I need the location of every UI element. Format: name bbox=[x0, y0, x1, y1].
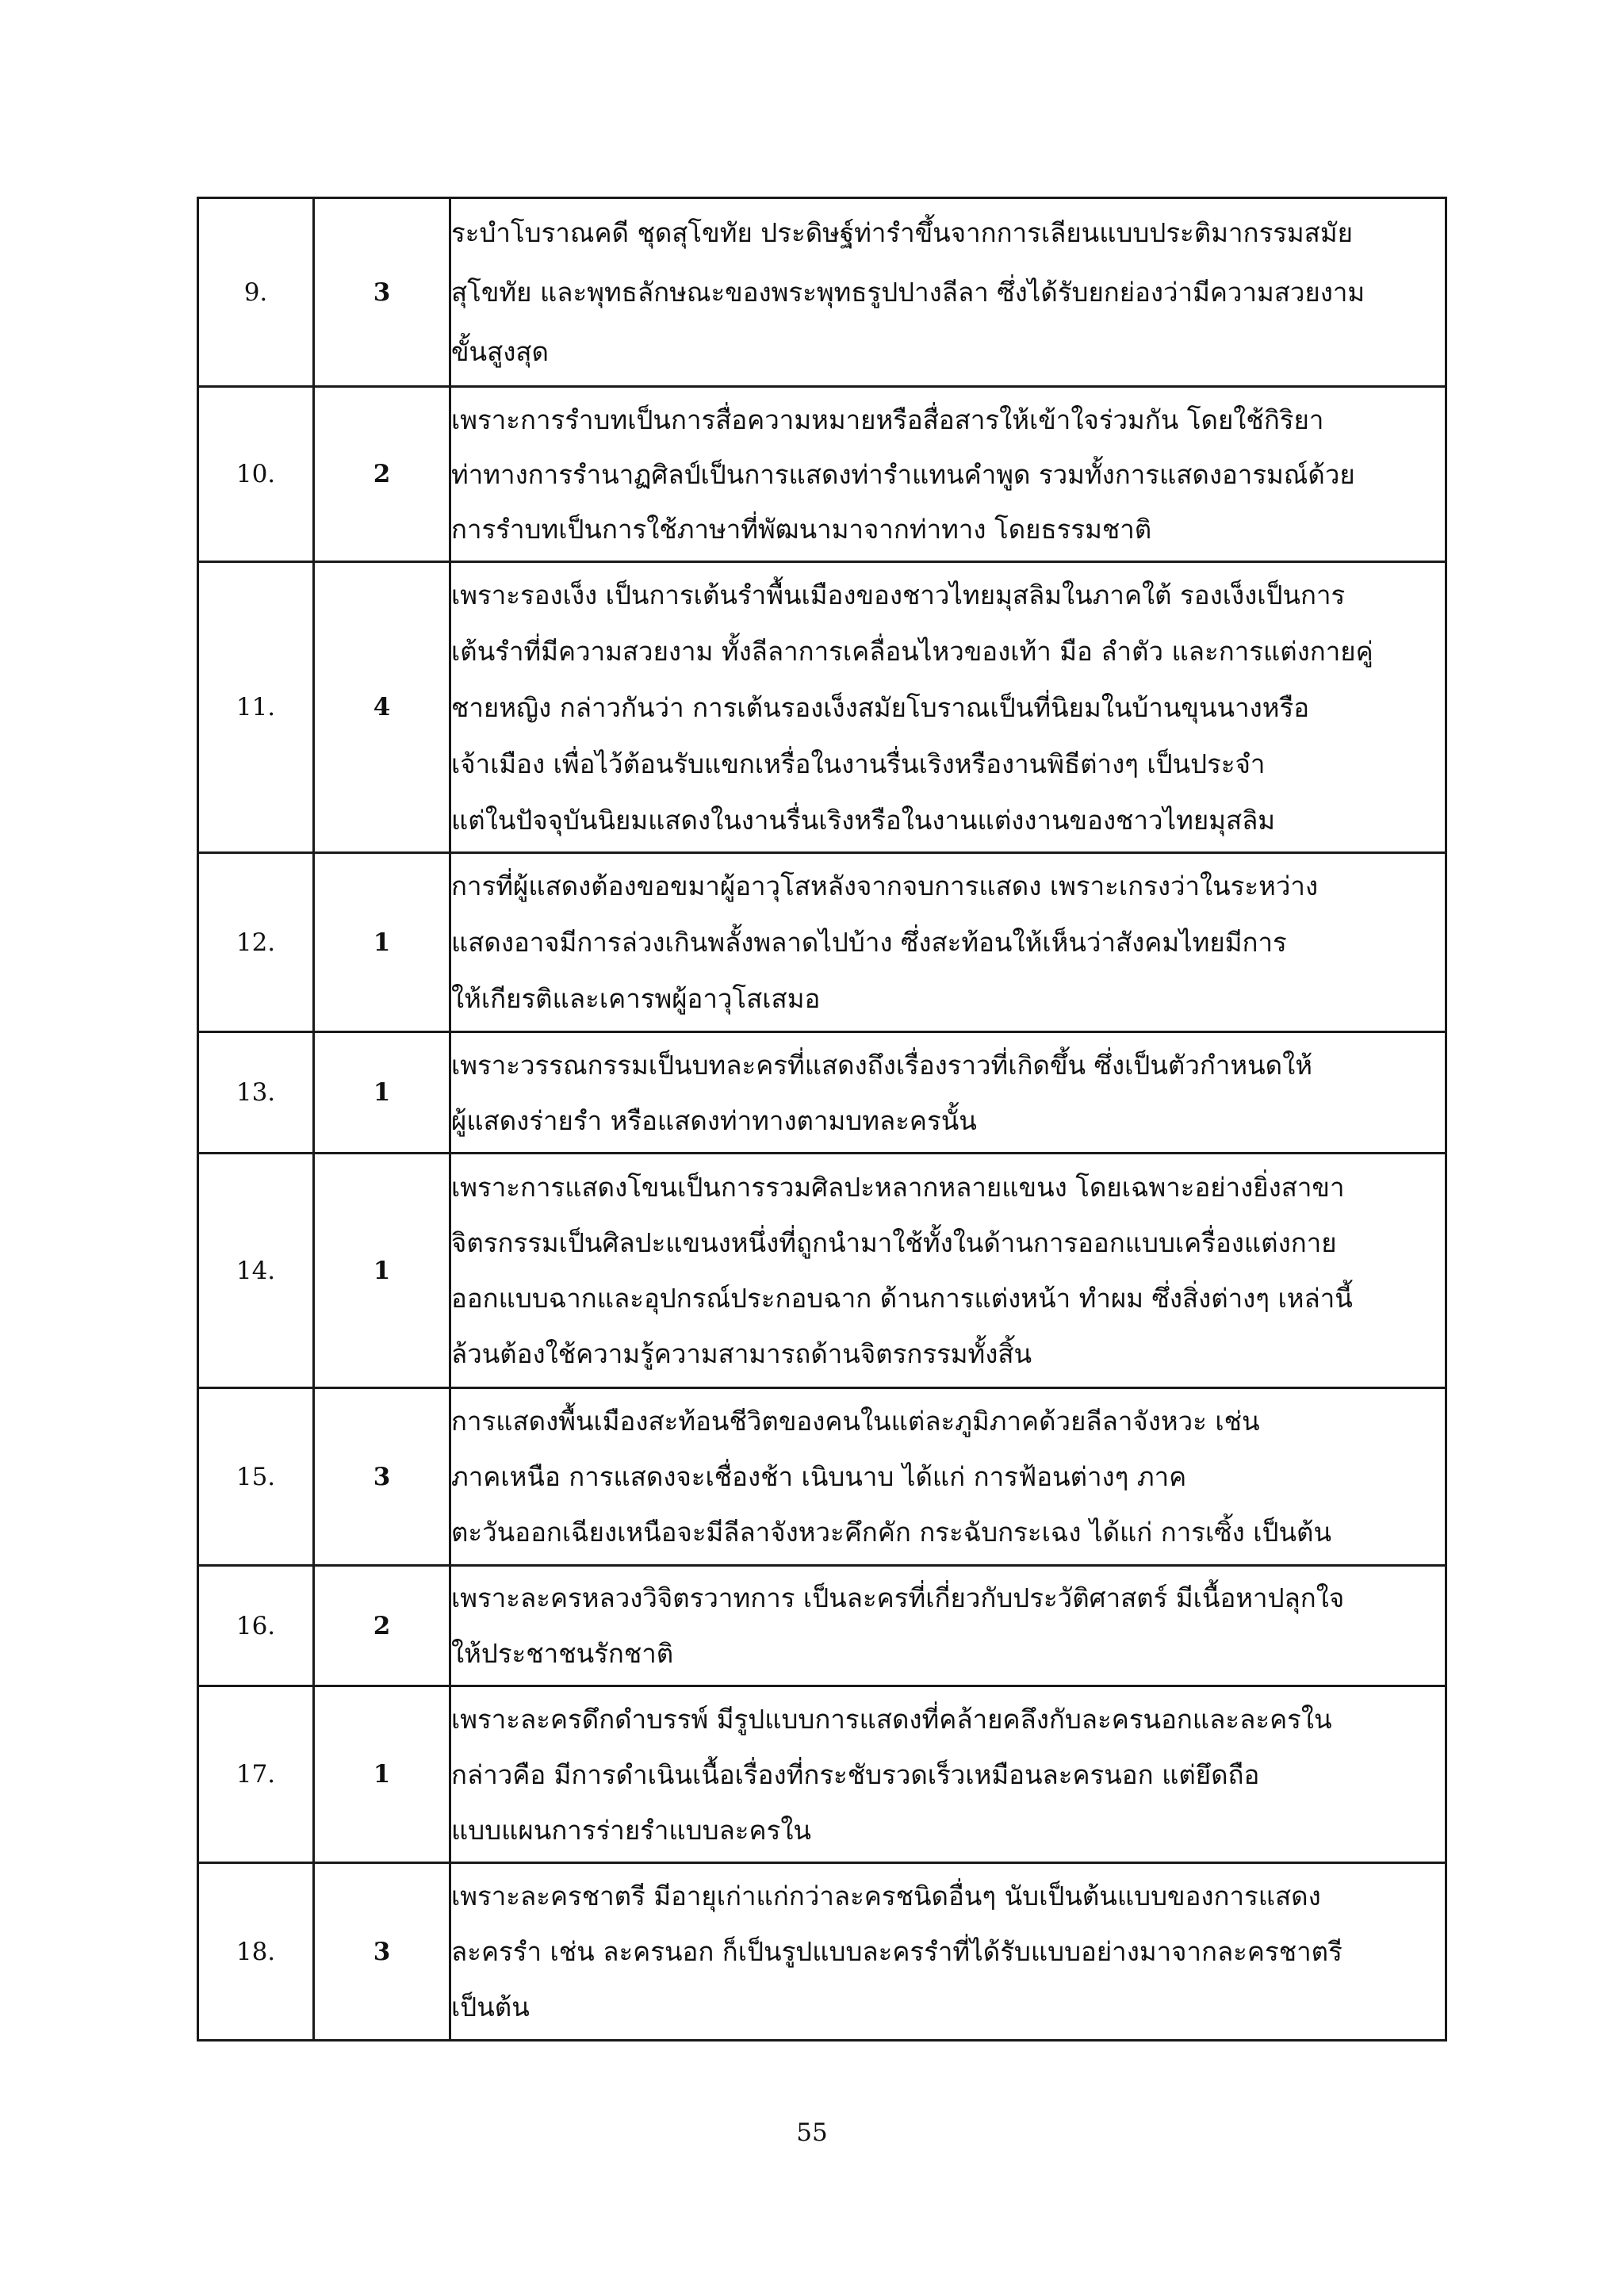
table-row bbox=[198, 1388, 1446, 1566]
explanation-line: ผู้แสดงร่ายรำ หรือแสดงท่าทางตามบทละครนั้น bbox=[451, 1104, 977, 1136]
table-row bbox=[198, 1032, 1446, 1154]
explanation-cell bbox=[450, 1566, 1446, 1686]
explanation-cell bbox=[450, 1154, 1446, 1388]
explanation-line: เจ้าเมือง เพื่อไว้ต้อนรับแขกเหรื่อในงานรื่นเริงหรืองานพิธีต่างๆ เป็นประจำ bbox=[451, 748, 1266, 779]
question-number: 11. bbox=[198, 562, 314, 853]
table-row bbox=[198, 1154, 1446, 1388]
explanation-line: เป็นต้น bbox=[451, 1992, 530, 2022]
answer-table-body bbox=[198, 198, 1446, 2041]
answer-choice: 1 bbox=[314, 1154, 450, 1388]
page-number: 55 bbox=[796, 2118, 828, 2147]
explanation-line: เพราะละครชาตรี มีอายุเก่าแก่กว่าละครชนิดอื่นๆ นับเป็นต้นแบบของการแสดง bbox=[451, 1881, 1321, 1911]
explanation-line: กล่าวคือ มีการดำเนินเนื้อเรื่องที่กระชับรวดเร็วเหมือนละครนอก แต่ยึดถือ bbox=[451, 1758, 1260, 1790]
explanation-line: ออกแบบฉากและอุปกรณ์ประกอบฉาก ด้านการแต่งหน้า ทำผม ซึ่งสิ่งต่างๆ เหล่านี้ bbox=[451, 1283, 1353, 1314]
question-number: 16. bbox=[198, 1566, 314, 1686]
answer-choice: 3 bbox=[314, 198, 450, 387]
explanation-line: ภาคเหนือ การแสดงจะเชื่องช้า เนิบนาบ ได้แก่ การฟ้อนต่างๆ ภาค bbox=[451, 1461, 1187, 1492]
question-number: 13. bbox=[198, 1032, 314, 1154]
question-number: 17. bbox=[198, 1686, 314, 1863]
explanation-cell bbox=[450, 198, 1446, 387]
explanation-line: เพราะวรรณกรรมเป็นบทละครที่แสดงถึงเรื่องราวที่เกิดขึ้น ซึ่งเป็นตัวกำหนดให้ bbox=[451, 1049, 1312, 1081]
explanation-line: เพราะการแสดงโขนเป็นการรวมศิลปะหลากหลายแขนง โดยเฉพาะอย่างยิ่งสาขา bbox=[451, 1172, 1345, 1203]
question-number: 10. bbox=[198, 387, 314, 562]
explanation-line: การรำบทเป็นการใช้ภาษาที่พัฒนามาจากท่าทาง โดยธรรมชาติ bbox=[451, 513, 1152, 545]
answer-choice: 1 bbox=[314, 1032, 450, 1154]
table-row bbox=[198, 198, 1446, 387]
explanation-line: เพราะรองเง็ง เป็นการเต้นรำพื้นเมืองของชาวไทยมุสลิมในภาคใต้ รองเง็งเป็นการ bbox=[451, 579, 1346, 610]
explanation-line: ระบำโบราณคดี ชุดสุโขทัย ประดิษฐ์ท่ารำขึ้นจากการเลียนแบบประติมากรรมสมัย bbox=[451, 217, 1353, 248]
question-number: 18. bbox=[198, 1863, 314, 2041]
explanation-line: ขั้นสูงสุด bbox=[451, 336, 549, 367]
table-row bbox=[198, 1686, 1446, 1863]
table-row bbox=[198, 853, 1446, 1032]
explanation-line: ล้วนต้องใช้ความรู้ความสามารถด้านจิตรกรรมทั้งสิ้น bbox=[451, 1338, 1032, 1369]
answer-choice: 3 bbox=[314, 1388, 450, 1566]
explanation-cell bbox=[450, 562, 1446, 853]
table-row bbox=[198, 387, 1446, 562]
explanation-cell bbox=[450, 1686, 1446, 1863]
explanation-line: สุโขทัย และพุทธลักษณะของพระพุทธรูปปางลีลา ซึ่งได้รับยกย่องว่ามีความสวยงาม bbox=[451, 277, 1365, 308]
explanation-line: การแสดงพื้นเมืองสะท้อนชีวิตของคนในแต่ละภูมิภาคด้วยลีลาจังหวะ เช่น bbox=[451, 1406, 1260, 1437]
table-row bbox=[198, 1566, 1446, 1686]
explanation-cell bbox=[450, 387, 1446, 562]
explanation-line: ให้เกียรติและเคารพผู้อาวุโสเสมอ bbox=[451, 983, 821, 1014]
explanation-line: ละครรำ เช่น ละครนอก ก็เป็นรูปแบบละครรำที่ได้รับแบบอย่างมาจากละครชาตรี bbox=[451, 1936, 1342, 1967]
answer-choice: 1 bbox=[314, 1686, 450, 1863]
explanation-line: ให้ประชาชนรักชาติ bbox=[451, 1638, 674, 1669]
explanation-line: เพราะละครหลวงวิจิตรวาทการ เป็นละครที่เกี่ยวกับประวัติศาสตร์ มีเนื้อหาปลุกใจ bbox=[451, 1582, 1345, 1613]
explanation-line: ตะวันออกเฉียงเหนือจะมีลีลาจังหวะคึกคัก กระฉับกระเฉง ได้แก่ การเซิ้ง เป็นต้น bbox=[451, 1517, 1332, 1548]
explanation-line: แบบแผนการร่ายรำแบบละครใน bbox=[451, 1814, 811, 1846]
answer-choice: 1 bbox=[314, 853, 450, 1032]
explanation-line: แต่ในปัจจุบันนิยมแสดงในงานรื่นเริงหรือในงานแต่งงานของชาวไทยมุสลิม bbox=[451, 804, 1276, 836]
explanation-line: จิตรกรรมเป็นศิลปะแขนงหนึ่งที่ถูกนำมาใช้ทั้งในด้านการออกแบบเครื่องแต่งกาย bbox=[451, 1227, 1337, 1258]
explanation-line: เพราะละครดึกดำบรรพ์ มีรูปแบบการแสดงที่คล้ายคลึงกับละครนอกและละครใน bbox=[451, 1703, 1332, 1735]
explanation-line: ท่าทางการรำนาฏศิลป์เป็นการแสดงท่ารำแทนคำพูด รวมทั้งการแสดงอารมณ์ด้วย bbox=[451, 458, 1355, 490]
explanation-cell bbox=[450, 1032, 1446, 1154]
question-number: 9. bbox=[198, 198, 314, 387]
explanation-cell bbox=[450, 853, 1446, 1032]
question-number: 12. bbox=[198, 853, 314, 1032]
question-number: 15. bbox=[198, 1388, 314, 1566]
answer-choice: 4 bbox=[314, 562, 450, 853]
explanation-line: ชายหญิง กล่าวกันว่า การเต้นรองเง็งสมัยโบราณเป็นที่นิยมในบ้านขุนนางหรือ bbox=[451, 691, 1310, 723]
table-row bbox=[198, 562, 1446, 853]
explanation-line: การที่ผู้แสดงต้องขอขมาผู้อาวุโสหลังจากจบการแสดง เพราะเกรงว่าในระหว่าง bbox=[451, 871, 1319, 901]
explanation-line: เต้นรำที่มีความสวยงาม ทั้งลีลาการเคลื่อนไหวของเท้า มือ ลำตัว และการแต่งกายคู่ bbox=[451, 635, 1373, 667]
answer-choice: 3 bbox=[314, 1863, 450, 2041]
question-number: 14. bbox=[198, 1154, 314, 1388]
explanation-cell bbox=[450, 1388, 1446, 1566]
explanation-cell bbox=[450, 1863, 1446, 2041]
answer-choice: 2 bbox=[314, 387, 450, 562]
explanation-line: แสดงอาจมีการล่วงเกินพลั้งพลาดไปบ้าง ซึ่งสะท้อนให้เห็นว่าสังคมไทยมีการ bbox=[451, 927, 1287, 958]
answer-explanation-table bbox=[197, 197, 1447, 2042]
explanation-line: เพราะการรำบทเป็นการสื่อความหมายหรือสื่อสารให้เข้าใจร่วมกัน โดยใช้กิริยา bbox=[451, 404, 1324, 435]
answer-choice: 2 bbox=[314, 1566, 450, 1686]
table-row bbox=[198, 1863, 1446, 2041]
